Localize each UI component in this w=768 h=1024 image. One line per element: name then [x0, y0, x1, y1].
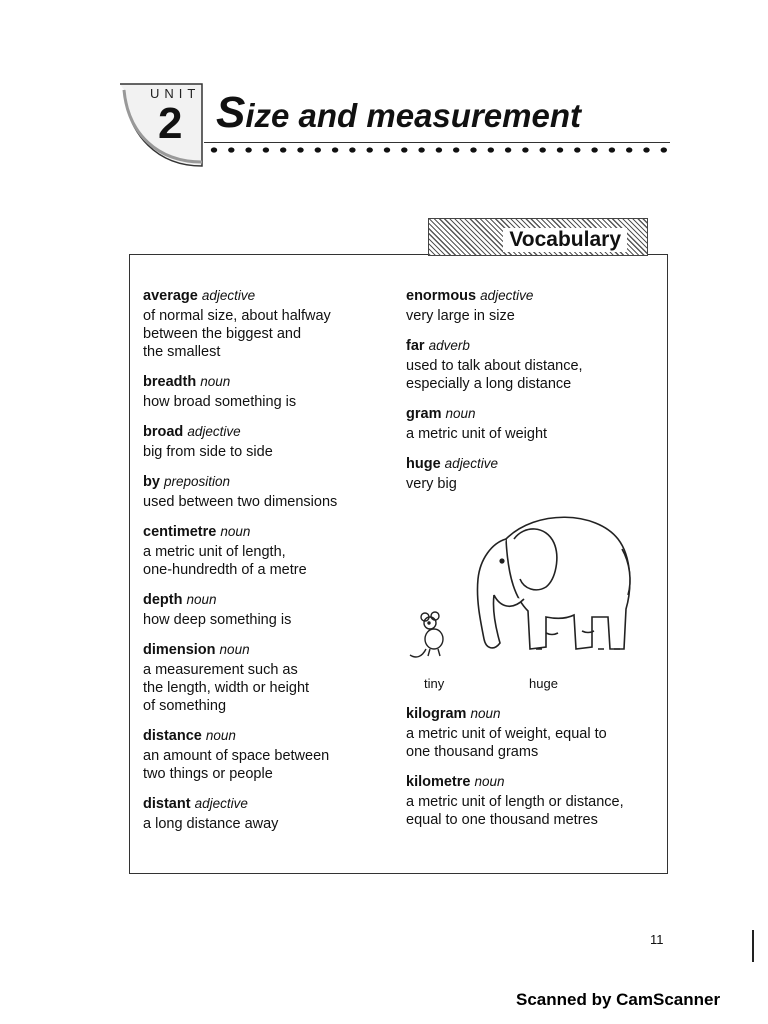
vocab-definition-line: the length, width or height — [143, 680, 310, 696]
vocab-entry-head — [406, 405, 666, 423]
vocab-part-of-speech: adjective — [194, 796, 248, 811]
decorative-dot — [436, 147, 442, 152]
decorative-dot — [349, 147, 355, 152]
vocab-entry-head — [143, 523, 383, 541]
vocab-definition-line: very large in size — [406, 308, 515, 324]
vocab-entry-head — [143, 641, 383, 659]
elephant-mouse-illustration — [396, 499, 636, 699]
vocab-entry — [406, 773, 666, 829]
mouse-icon — [410, 612, 443, 657]
vocab-entry — [143, 795, 383, 833]
decorative-dot — [574, 147, 580, 152]
vocab-entry-head — [406, 773, 666, 791]
vocab-entry-head — [143, 423, 383, 441]
decorative-dot — [280, 147, 286, 152]
vocab-word: gram — [406, 406, 442, 422]
vocab-definition-line: used to talk about distance, — [406, 358, 583, 374]
vocab-word: centimetre — [143, 524, 217, 540]
unit-number: 2 — [158, 99, 183, 148]
vocab-entry-head — [406, 705, 666, 723]
vocab-part-of-speech: noun — [445, 406, 476, 421]
title-underline-dots — [204, 142, 670, 155]
vocab-definition-line: a metric unit of weight — [406, 426, 548, 442]
page-number: 11 — [650, 932, 664, 947]
vocab-list-right-top — [406, 287, 666, 493]
vocab-column-right — [406, 287, 666, 841]
vocab-entry-head — [406, 287, 666, 305]
vocab-entry-head — [143, 373, 383, 391]
decorative-dot — [332, 147, 338, 152]
edge-mark — [752, 930, 754, 962]
vocab-entry-head — [143, 591, 383, 609]
decorative-dot — [384, 147, 390, 152]
vocabulary-tab — [428, 218, 648, 256]
vocab-entry-head — [406, 455, 666, 473]
vocab-part-of-speech: adjective — [201, 288, 256, 303]
vocab-entry — [143, 591, 383, 629]
vocab-part-of-speech: noun — [470, 706, 501, 721]
vocab-entry — [406, 337, 666, 393]
vocab-entry — [406, 705, 666, 761]
caption-huge: huge — [529, 676, 558, 691]
vocab-definition-line: used between two dimensions — [143, 494, 338, 510]
elephant-icon — [477, 517, 630, 649]
decorative-dot — [470, 147, 476, 152]
page-title — [216, 88, 581, 138]
decorative-dot — [245, 147, 251, 152]
decorative-dot — [297, 147, 303, 152]
vocab-word: far — [406, 338, 425, 354]
vocab-definition-line: how broad something is — [143, 394, 297, 410]
vocab-entry-head — [406, 337, 666, 355]
vocab-entry — [143, 423, 383, 461]
vocab-entry — [143, 641, 383, 715]
caption-tiny: tiny — [424, 676, 445, 691]
unit-label: UNIT — [150, 86, 201, 101]
decorative-dot — [488, 147, 494, 152]
decorative-dot — [522, 147, 528, 152]
vocab-part-of-speech: noun — [474, 774, 505, 789]
vocab-definition-line: a metric unit of length, — [143, 544, 286, 560]
decorative-dot — [591, 147, 597, 152]
vocab-definition-line: two things or people — [143, 766, 273, 782]
vocab-word: dimension — [143, 642, 216, 658]
decorative-dot — [228, 147, 234, 152]
decorative-dot — [609, 147, 615, 152]
vocab-column-left — [143, 287, 383, 845]
vocab-definition-line: especially a long distance — [406, 376, 572, 392]
vocab-entry-head — [143, 473, 383, 491]
vocab-definition-line: the smallest — [143, 344, 221, 360]
dots-decoration — [204, 144, 670, 156]
decorative-dot — [661, 147, 667, 152]
vocab-entry-head — [143, 287, 383, 305]
vocab-entry — [143, 287, 383, 361]
vocab-word: breadth — [143, 374, 197, 390]
vocab-word: distant — [143, 796, 191, 812]
decorative-dot — [367, 147, 373, 152]
vocab-part-of-speech: adjective — [187, 424, 241, 439]
vocab-definition-line: a measurement such as — [143, 662, 298, 678]
decorative-dot — [557, 147, 563, 152]
vocab-definition-line: how deep something is — [143, 612, 292, 628]
decorative-dot — [211, 147, 217, 152]
decorative-dot — [418, 147, 424, 152]
vocab-entry — [143, 727, 383, 783]
vocab-word: kilometre — [406, 774, 471, 790]
vocab-definition-line: between the biggest and — [143, 326, 302, 342]
vocab-entry — [406, 405, 666, 443]
vocab-definition-line: a long distance away — [143, 816, 279, 832]
vocab-word: huge — [406, 456, 441, 472]
vocab-part-of-speech: adverb — [428, 338, 470, 353]
vocab-part-of-speech: adjective — [444, 456, 498, 471]
vocab-entry — [143, 523, 383, 579]
vocab-entry — [406, 287, 666, 325]
vocab-part-of-speech: noun — [186, 592, 217, 607]
decorative-dot — [315, 147, 321, 152]
vocab-word: broad — [143, 424, 184, 440]
vocab-entry — [406, 455, 666, 493]
vocab-definition-line: very big — [406, 476, 457, 492]
vocab-part-of-speech: noun — [219, 642, 250, 657]
vocab-part-of-speech: preposition — [163, 474, 230, 489]
vocab-entry — [143, 373, 383, 411]
vocab-definition-line: big from side to side — [143, 444, 273, 460]
vocab-definition-line: equal to one thousand metres — [406, 812, 598, 828]
vocab-part-of-speech: noun — [205, 728, 236, 743]
vocab-definition-line: a metric unit of weight, equal to — [406, 726, 607, 742]
vocab-part-of-speech: adjective — [480, 288, 534, 303]
vocab-word: depth — [143, 592, 183, 608]
vocab-word: average — [143, 288, 198, 304]
decorative-dot — [540, 147, 546, 152]
decorative-dot — [401, 147, 407, 152]
vocab-definition-line: of normal size, about halfway — [143, 308, 331, 324]
vocab-definition-line: of something — [143, 698, 227, 714]
vocab-entry-head — [143, 795, 383, 813]
decorative-dot — [643, 147, 649, 152]
vocab-part-of-speech: noun — [200, 374, 231, 389]
illustration — [396, 499, 636, 699]
vocab-definition-line: one thousand grams — [406, 744, 539, 760]
scanner-watermark: Scanned by CamScanner — [516, 990, 721, 1009]
vocab-word: enormous — [406, 288, 477, 304]
vocab-entry — [143, 473, 383, 511]
vocab-part-of-speech: noun — [220, 524, 251, 539]
vocab-word: kilogram — [406, 706, 467, 722]
vocab-list-right-bottom — [406, 705, 666, 829]
vocab-definition-line: an amount of space between — [143, 748, 330, 764]
decorative-dot — [263, 147, 269, 152]
decorative-dot — [626, 147, 632, 152]
vocab-word: by — [143, 474, 160, 490]
decorative-dot — [453, 147, 459, 152]
vocab-word: distance — [143, 728, 202, 744]
vocab-entry-head — [143, 727, 383, 745]
vocab-definition-line: one-hundredth of a metre — [143, 562, 307, 578]
vocabulary-heading: Vocabulary — [503, 228, 627, 252]
page-title-rest: ize and measurement — [245, 97, 581, 134]
vocab-definition-line: a metric unit of length or distance, — [406, 794, 624, 810]
decorative-dot — [505, 147, 511, 152]
page-title-initial: S — [216, 88, 246, 137]
